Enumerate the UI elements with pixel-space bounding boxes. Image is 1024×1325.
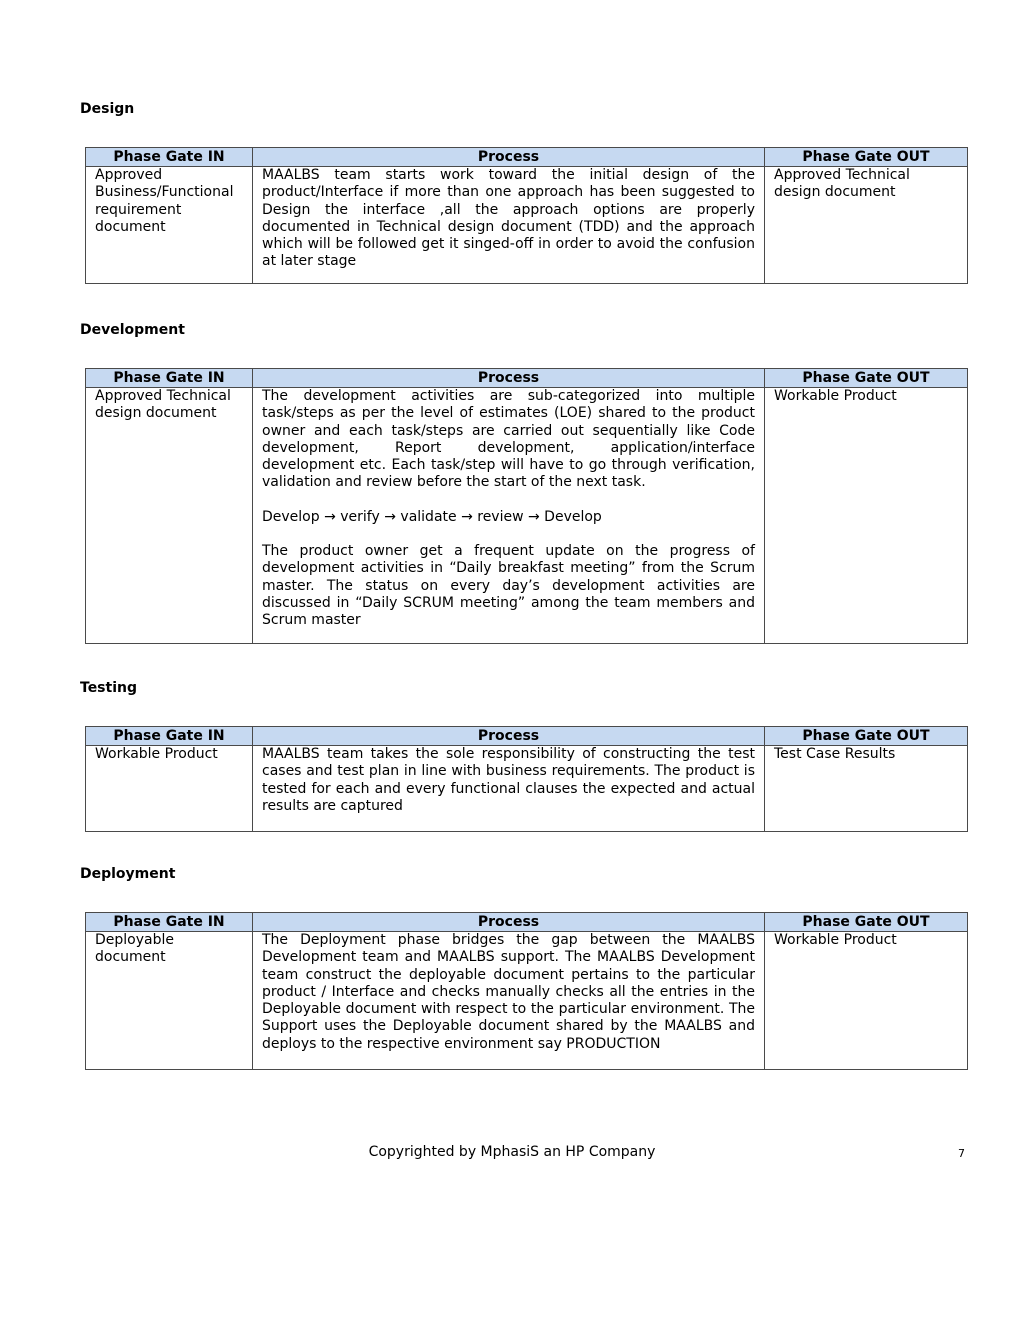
header-process: Process: [253, 913, 765, 932]
table-header-row: [86, 727, 968, 746]
process-paragraph: The product owner get a frequent update on the progress of development activities in “Daily breakfast meeting” from the Scrum master. The status on every day’s development activities are discussed in “Daily SCRUM meeting” among the team members and Scrum master: [262, 543, 755, 629]
process-cell: [253, 746, 765, 832]
section-title-development: Development: [80, 322, 185, 338]
table-header-row: [86, 913, 968, 932]
header-phase-gate-out: Phase Gate OUT: [765, 369, 968, 388]
header-process: Process: [253, 369, 765, 388]
process-cell: [253, 167, 765, 284]
header-phase-gate-out: Phase Gate OUT: [765, 727, 968, 746]
phase-gate-out-cell: Workable Product: [765, 932, 968, 1070]
deployment-table: [85, 912, 968, 1070]
section-title-deployment: Deployment: [80, 866, 176, 882]
page-number: 7: [958, 1147, 965, 1160]
phase-gate-in-cell: Workable Product: [86, 746, 253, 832]
development-table: [85, 368, 968, 644]
process-flow-line: Develop → verify → validate → review → Develop: [262, 508, 602, 525]
table-row: [86, 167, 968, 284]
process-paragraph: The development activities are sub-categorized into multiple task/steps as per the level of estimates (LOE) shared to the product owner and each task/steps are carried out sequentially like Code development, Report development, application/interface development etc. Each task/step will have to go through verification, validation and review before the start of the next task.: [262, 388, 755, 491]
phase-gate-in-cell: Deployable document: [86, 932, 253, 1070]
table-row: [86, 932, 968, 1070]
header-process: Process: [253, 727, 765, 746]
section-title-design: Design: [80, 101, 135, 117]
table-row: [86, 746, 968, 832]
process-paragraph: MAALBS team takes the sole responsibility of constructing the test cases and test plan in line with business requirements. The product is tested for each and every functional clauses the expected and actual results are captured: [262, 746, 755, 814]
process-cell: [253, 932, 765, 1070]
phase-gate-out-cell: Approved Technical design document: [765, 167, 968, 284]
table-row: [86, 388, 968, 644]
phase-gate-in-cell: Approved Technical design document: [86, 388, 253, 644]
footer-copyright: Copyrighted by MphasiS an HP Company: [368, 1144, 656, 1160]
header-phase-gate-out: Phase Gate OUT: [765, 148, 968, 167]
phase-gate-out-cell: Test Case Results: [765, 746, 968, 832]
process-paragraph: The Deployment phase bridges the gap between the MAALBS Development team and MAALBS support. The MAALBS Development team construct the deployable document pertains to the particular product / Interface and checks manually checks all the entries in the Deployable document with respect to the particular environment. The Support uses the Deployable document shared by the MAALBS and deploys to the respective environment say PRODUCTION: [262, 932, 755, 1052]
section-title-testing: Testing: [80, 680, 137, 696]
design-table: [85, 147, 968, 284]
process-cell: [253, 388, 765, 644]
header-phase-gate-in: Phase Gate IN: [86, 913, 253, 932]
table-header-row: [86, 148, 968, 167]
table-header-row: [86, 369, 968, 388]
phase-gate-in-cell: Approved Business/Functional requirement document: [86, 167, 253, 284]
header-process: Process: [253, 148, 765, 167]
header-phase-gate-in: Phase Gate IN: [86, 369, 253, 388]
header-phase-gate-out: Phase Gate OUT: [765, 913, 968, 932]
header-phase-gate-in: Phase Gate IN: [86, 727, 253, 746]
header-phase-gate-in: Phase Gate IN: [86, 148, 253, 167]
phase-gate-out-cell: Workable Product: [765, 388, 968, 644]
testing-table: [85, 726, 968, 832]
process-paragraph: MAALBS team starts work toward the initial design of the product/Interface if more than one approach has been suggested to Design the interface ,all the approach options are properly documented in Technical design document (TDD) and the approach which will be followed get it singed-off in order to avoid the confusion at later stage: [262, 167, 755, 270]
